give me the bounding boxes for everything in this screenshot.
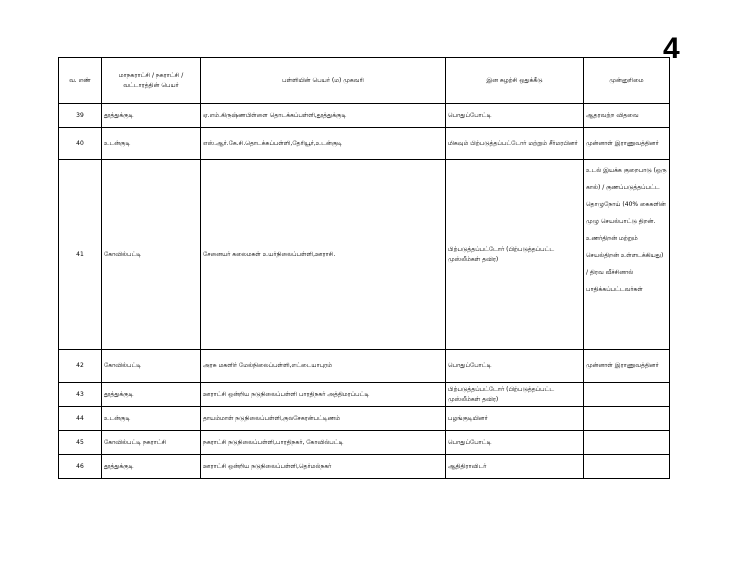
- table-row: [59, 160, 670, 350]
- row-district: தூத்துக்குடி: [102, 455, 201, 479]
- row-district: தூத்துக்குடி: [102, 383, 201, 407]
- row-priority: [584, 383, 670, 407]
- row-category: பழங்குடியினர்: [446, 407, 584, 431]
- row-school: எஸ்.ஆர்.கே.சி.தொடக்கப்பள்ளி,தேரியூர்,உடன்குடி: [201, 128, 446, 160]
- row-school: ஊராட்சி ஒன்றிய நடுநிலைப்பள்ளி,தெர்மல்நகர்: [201, 455, 446, 479]
- header-priority: முன்னுரிமை: [584, 58, 670, 104]
- row-district: தூத்துக்குடி: [102, 104, 201, 128]
- row-district: உடன்குடி: [102, 407, 201, 431]
- row-school: தாயம்மாள் நடுநிலைப்பள்ளி,குலசேகரன்பட்டிணம்: [201, 407, 446, 431]
- row-school: அரசு மகளிர் மேல்நிலைப்பள்ளி,எட்டையாபுரம்: [201, 350, 446, 383]
- table-row: [59, 407, 670, 431]
- table-row: [59, 128, 670, 160]
- table-row: [59, 455, 670, 479]
- row-category: பிற்படுத்தப்பட்டோர் (பிற்படுத்தப்பட்ட முஸ்லீம்கள் தவிர): [446, 383, 584, 407]
- row-sno: 42: [59, 350, 102, 383]
- table-row: [59, 350, 670, 383]
- table-row: [59, 383, 670, 407]
- row-priority: [584, 407, 670, 431]
- row-priority: [584, 455, 670, 479]
- row-sno: 41: [59, 160, 102, 350]
- row-category: மிகவும் பிற்படுத்தப்பட்டோர் மற்றும் சீர்மரபினர்: [446, 128, 584, 160]
- row-district: கோவில்பட்டி: [102, 350, 201, 383]
- row-school: நகராட்சி நடுநிலைப்பள்ளி,பாரதிநகர், கோவில்பட்டி: [201, 431, 446, 455]
- row-district: உடன்குடி: [102, 128, 201, 160]
- row-school: ஏ.எம்.கிருஷ்ணபிள்ளை தொடக்கப்பள்ளி,தூத்துக்குடி: [201, 104, 446, 128]
- row-category: பொதுப்போட்டி: [446, 104, 584, 128]
- header-category: இன சுழற்சி ஒதுக்கீடு: [446, 58, 584, 104]
- row-category: ஆதிதிராவிடர்: [446, 455, 584, 479]
- row-category: பிற்படுத்தப்பட்டோர் (பிற்படுத்தப்பட்ட முஸ்லீம்கள் தவிர): [446, 160, 584, 350]
- row-priority: ஆதரவற்ற விதவை: [584, 104, 670, 128]
- header-sno: வ. எண்: [59, 58, 102, 104]
- row-category: பொதுப்போட்டி: [446, 350, 584, 383]
- row-category: பொதுப்போட்டி: [446, 431, 584, 455]
- allocation-table: [58, 57, 670, 479]
- page-number: 4: [663, 32, 680, 65]
- row-priority: முன்னாள் இராணுவத்தினர்: [584, 128, 670, 160]
- row-sno: 40: [59, 128, 102, 160]
- row-priority: உடல் இயக்க குறைபாடு (ஒரு கால்) / குணப்படுத்தப்பட்ட தொழுநோய் (40% கைகளின் முழு செயல்பாட்டு திறன். உணர்திறன் மற்றும் செயல்திறன் உள்ளடக்கியது) / திரவ வீச்சினால் பாதிக்கப்பட்டவர்கள்: [584, 160, 670, 350]
- row-district: கோவில்பட்டி: [102, 160, 201, 350]
- row-sno: 46: [59, 455, 102, 479]
- header-school: பள்ளியின் பெயர் (ம) முகவரி: [201, 58, 446, 104]
- header-district: மாநகராட்சி / நகராட்சி / வட்டாரத்தின் பெயர்: [102, 58, 201, 104]
- row-priority: [584, 431, 670, 455]
- table-header-row: [59, 58, 670, 104]
- row-sno: 39: [59, 104, 102, 128]
- row-school: ஊராட்சி ஒன்றிய நடுநிலைப்பள்ளி பாரதிநகர் அத்திமரப்பட்டி: [201, 383, 446, 407]
- row-district: கோவில்பட்டி நகராட்சி: [102, 431, 201, 455]
- row-priority: முன்னாள் இராணுவத்தினர்: [584, 350, 670, 383]
- row-school: சேனையர் கலைமகள் உயர்நிலைப்பள்ளி,ஊராசி.: [201, 160, 446, 350]
- row-sno: 43: [59, 383, 102, 407]
- row-sno: 45: [59, 431, 102, 455]
- table-row: [59, 104, 670, 128]
- table-row: [59, 431, 670, 455]
- row-sno: 44: [59, 407, 102, 431]
